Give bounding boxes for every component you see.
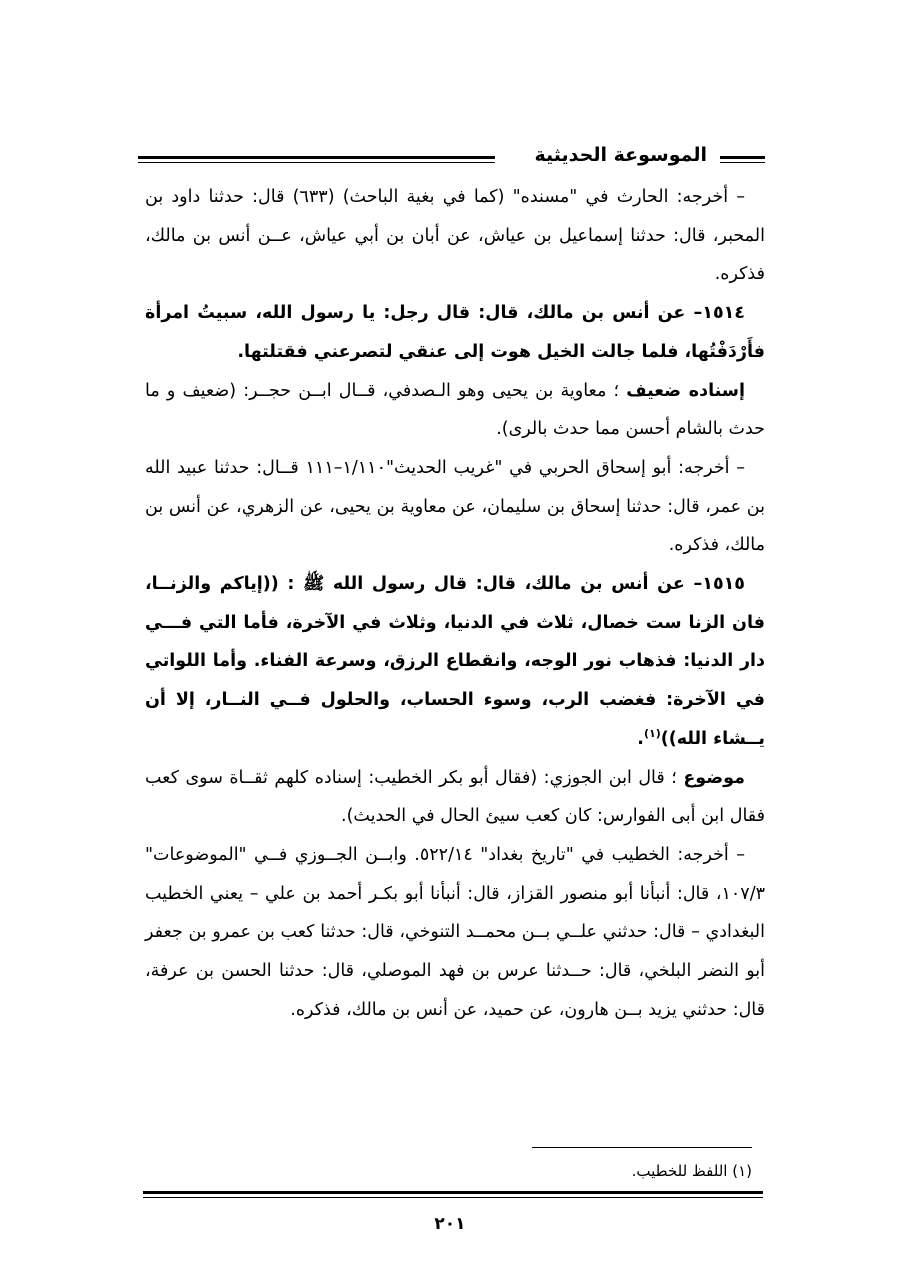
hadith-1515-text: ١٥١٥– عن أنس بن مالك، قال: قال رسول الله ﷺ : ((إياكم والزنــا، فان الزنا ست خصال، ثلاث في الدنيا، وثلاث في الآخرة، فأما التي فـــي دار الدنيا: فذهاب نور الوجه، وانقطاع الرزق، وسرعة الفناء. وأما اللواتي في الآخرة: فغضب الرب، وسوء الحساب، والحلول فــي النــار، إلا أن يــشاء الله)) [145, 574, 765, 749]
page-header [138, 141, 765, 175]
footnote-marker: (١) [643, 727, 661, 741]
footnote: (١) اللفظ للخطيب. [631, 1162, 752, 1180]
page-body [145, 178, 765, 1029]
grading-label: إسناده ضعيف [626, 380, 745, 401]
hadith-1515 [145, 565, 765, 759]
grading-text: ؛ معاوية بن يحيى وهو الـصدفي، قــال ابــن حجــر: (ضعيف و ما حدث بالشام أحسن مما حدث بالرى). [145, 380, 765, 440]
takhrij-1514: – أخرجه: أبو إسحاق الحربي في "غريب الحديث"١/١١٠–١١١ قــال: حدثنا عبيد الله بن عمر، قال: حدثنا إسحاق بن سليمان، عن معاوية بن يحيى، عن الزهري، عن أنس بن مالك، فذكره. [145, 457, 765, 556]
takhrij-paragraph: – أخرجه: الحارث في "مسنده" (كما في بغية الباحث) (٦٣٣) قال: حدثنا داود بن المحبر، قال: حدثنا إسماعيل بن عياش، عن أبان بن أبي عياش، عــن أنس بن مالك، فذكره. [145, 187, 765, 285]
header-rule-right [720, 156, 765, 163]
footnote-separator [532, 1147, 752, 1148]
footer-rule [143, 1191, 763, 1198]
header-rule-left [138, 156, 495, 163]
hadith-1515-end: . [637, 728, 644, 749]
grading-1515 [145, 759, 765, 836]
grading-1514 [145, 372, 765, 449]
grading-text: ؛ قال ابن الجوزي: (فقال أبو بكر الخطيب: إسناده كلهم ثقــاة سوى كعب فقال ابن أبى الفوارس: كان كعب سيئ الحال في الحديث). [145, 767, 765, 827]
page-number: ٢٠١ [434, 1214, 466, 1234]
hadith-1514: ١٥١٤– عن أنس بن مالك، قال: قال رجل: يا رسول الله، سبيتُ امرأة فأَرْدَفْتُها، فلما جالت الخيل هوت إلى عنقي لتصرعني فقتلتها. [145, 303, 765, 362]
takhrij-1515: – أخرجه: الخطيب في "تاريخ بغداد" ٥٢٢/١٤. وابــن الجــوزي فــي "الموضوعات" ١٠٧/٣، قال: أنبأنا أبو منصور القزاز، قال: أنبأنا أبو بكـر أحمد بن علي – يعني الخطيب البغدادي – قال: حدثني علــي بــن محمــد التنوخي، قال: حدثنا كعب بن عمرو بن جعفر أبو النضر البلخي، قال: حــدثنا عرس بن فهد الموصلي، قال: حدثنا الحسن بن عرفة، قال: حدثني يزيد بــن هارون، عن حميد، عن أنس بن مالك، فذكره. [145, 844, 765, 1020]
grading-label: موضوع [683, 767, 745, 788]
header-title: الموسوعة الحديثية [527, 141, 716, 169]
